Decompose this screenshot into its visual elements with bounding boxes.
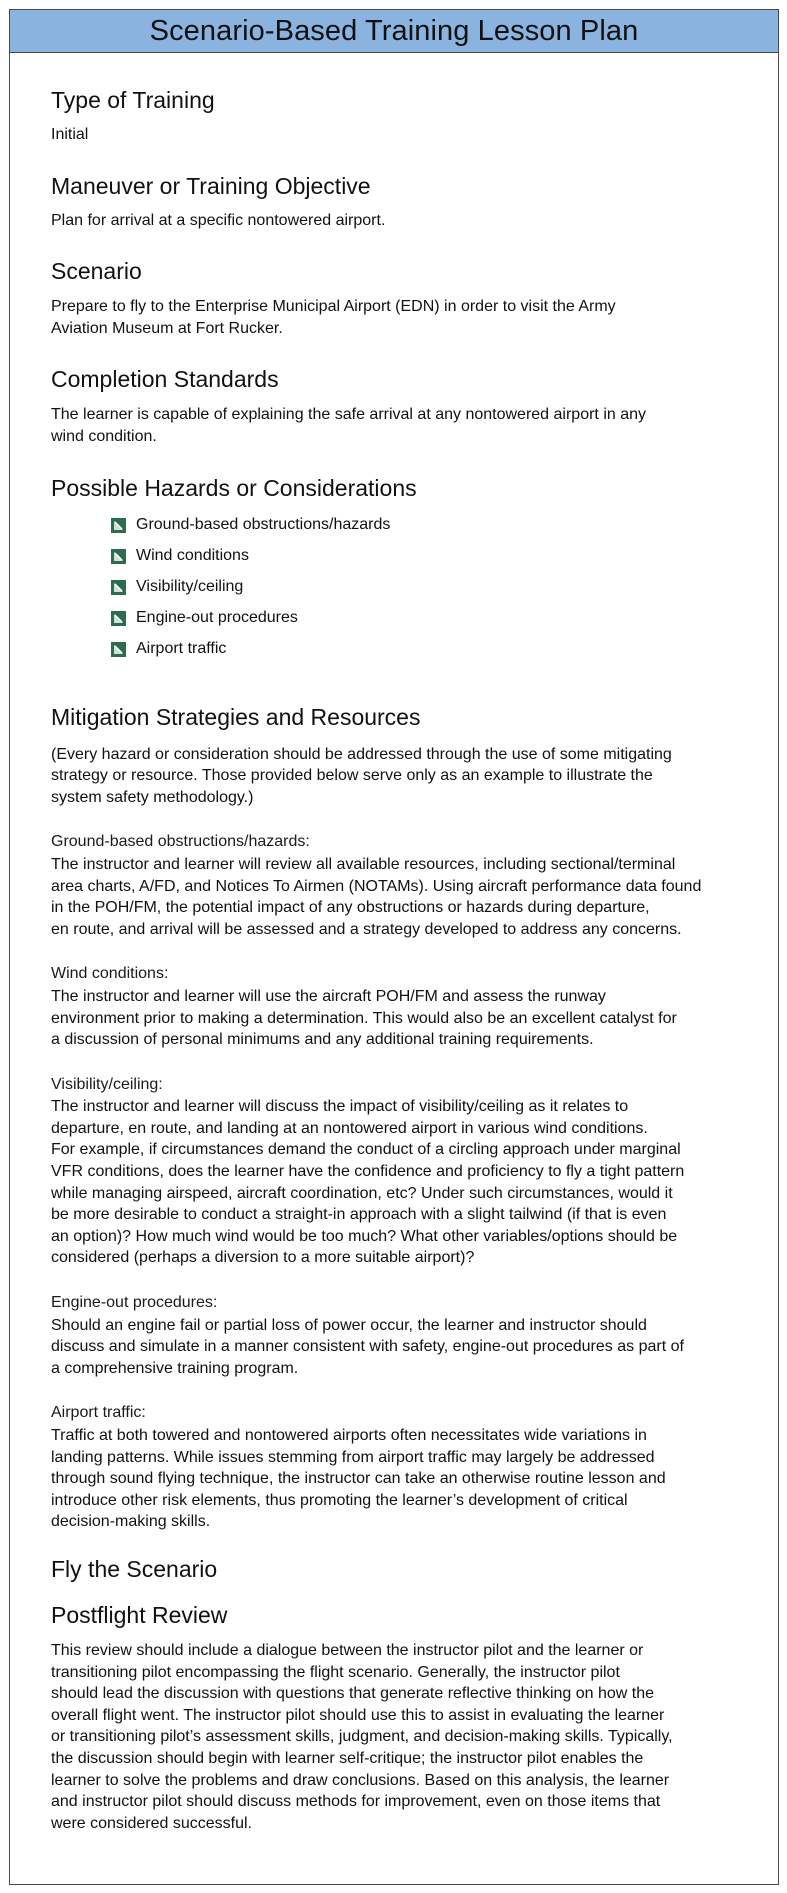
text-line: en route, and arrival will be assessed and a strategy developed to address any concerns.: [51, 920, 682, 938]
text-line: were considered successful.: [51, 1814, 252, 1832]
text-line: in the POH/FM, the potential impact of any obstructions or hazards during departure,: [51, 899, 650, 917]
hazard-label: Airport traffic: [136, 640, 227, 658]
text-line: be more desirable to conduct a straight-in approach with a slight tailwind (if that is even: [51, 1206, 667, 1224]
fly-scenario-heading: Fly the Scenario: [51, 1555, 218, 1582]
text-line: VFR conditions, does the learner have the confidence and proficiency to fly a tight pattern: [51, 1163, 685, 1181]
text-line: Should an engine fail or partial loss of power occur, the learner and instructor should: [51, 1316, 647, 1334]
text-line: system safety methodology.): [51, 788, 254, 806]
mitigation-block-heading: Ground-based obstructions/hazards:: [51, 833, 310, 851]
text-line: a discussion of personal minimums and any additional training requirements.: [51, 1031, 594, 1049]
scenario-text: [51, 296, 742, 339]
content: [10, 86, 778, 1834]
hazard-item: [111, 510, 742, 541]
fly-scenario-section: [51, 1555, 742, 1583]
text-line: decision-making skills.: [51, 1513, 211, 1531]
type-of-training-text: Initial: [51, 126, 89, 143]
text-line: Traffic at both towered and nontowered airports often necessitates wide variations in: [51, 1427, 647, 1444]
arrow-square-icon: [111, 549, 126, 564]
page-title: Scenario-Based Training Lesson Plan: [149, 14, 639, 47]
mitigation-block-text: [51, 1096, 742, 1269]
text-line: or transitioning pilot’s assessment skills, judgment, and decision-making skills. Typically,: [51, 1728, 673, 1746]
text-line: an option)? How much wind would be too much? What other variables/options should be: [51, 1227, 678, 1245]
mitigation-block-text: [51, 854, 742, 940]
scenario-section: [51, 257, 742, 339]
mitigation-block-engine-out: [51, 1292, 742, 1379]
arrow-square-icon: [111, 642, 126, 657]
text-line: This review should include a dialogue between the instructor pilot and the learner or: [51, 1641, 644, 1659]
text-line: For example, if circumstances demand the conduct of a circling approach under marginal: [51, 1141, 681, 1159]
type-of-training-section: [51, 86, 742, 146]
text-line: departure, en route, and landing at an nontowered airport in various wind conditions.: [51, 1119, 648, 1137]
mitigation-intro: [51, 744, 742, 809]
text-line: wind condition.: [51, 427, 157, 445]
text-line: The instructor and learner will review all available resources, including sectional/terminal: [51, 855, 676, 873]
text-line: discuss and simulate in a manner consistent with safety, engine-out procedures as part of: [51, 1338, 684, 1356]
postflight-review-section: [51, 1601, 742, 1834]
text-line: Aviation Museum at Fort Rucker.: [51, 319, 283, 337]
hazard-label: Visibility/ceiling: [136, 578, 244, 596]
mitigation-block-heading: Wind conditions:: [51, 965, 169, 983]
arrow-square-icon: [111, 518, 126, 533]
text-line: area charts, A/FD, and Notices To Airmen (NOTAMs). Using aircraft performance data found: [51, 877, 702, 895]
objective-heading: Maneuver or Training Objective: [51, 172, 371, 199]
mitigation-block-visibility-ceiling: [51, 1074, 742, 1269]
text-line: considered (perhaps a diversion to a more suitable airport)?: [51, 1249, 475, 1267]
text-line: transitioning pilot encompassing the flight scenario. Generally, the instructor pilot: [51, 1663, 620, 1681]
arrow-square-icon: [111, 611, 126, 626]
objective-section: [51, 172, 742, 232]
scenario-heading: Scenario: [51, 258, 142, 285]
text-line: The instructor and learner will discuss the impact of visibility/ceiling as it relates to: [51, 1098, 629, 1116]
text-line: should lead the discussion with questions that generate reflective thinking on how the: [51, 1685, 655, 1703]
arrow-square-icon: [111, 580, 126, 595]
hazard-item: [111, 603, 742, 634]
mitigation-block-heading: Visibility/ceiling:: [51, 1075, 163, 1093]
text-line: introduce other risk elements, thus promoting the learner’s development of critical: [51, 1491, 628, 1509]
mitigation-block-text: [51, 1315, 742, 1380]
hazard-item: [111, 572, 742, 603]
hazards-heading: Possible Hazards or Considerations: [51, 474, 417, 501]
objective-text: Plan for arrival at a specific nontowered airport.: [51, 211, 386, 229]
mitigation-block-heading: Airport traffic:: [51, 1404, 146, 1422]
text-line: environment prior to making a determination. This would also be an excellent catalyst for: [51, 1009, 677, 1027]
type-of-training-heading: Type of Training: [51, 87, 215, 113]
title-bar: [10, 10, 778, 53]
text-line: through sound flying technique, the instructor can take an otherwise routine lesson and: [51, 1470, 666, 1488]
text-line: The instructor and learner will use the aircraft POH/FM and assess the runway: [51, 987, 606, 1005]
completion-standards-heading: Completion Standards: [51, 366, 279, 393]
mitigation-block-airport-traffic: [51, 1402, 742, 1533]
mitigation-block-heading: Engine-out procedures:: [51, 1294, 218, 1312]
postflight-review-heading: Postflight Review: [51, 1601, 228, 1628]
hazard-item: [111, 541, 742, 572]
completion-standards-text: [51, 404, 742, 447]
mitigation-block-ground-obstructions: [51, 831, 742, 940]
hazard-list: [51, 510, 742, 665]
text-line: (Every hazard or consideration should be addressed through the use of some mitigating: [51, 745, 672, 763]
text-line: a comprehensive training program.: [51, 1359, 299, 1377]
hazard-label: Wind conditions: [136, 547, 249, 565]
text-line: while managing airspeed, aircraft coordination, etc? Under such circumstances, would it: [51, 1184, 673, 1202]
mitigation-block-wind-conditions: [51, 963, 742, 1050]
text-line: Prepare to fly to the Enterprise Municipal Airport (EDN) in order to visit the Army: [51, 298, 616, 316]
text-line: learner to solve the problems and draw conclusions. Based on this analysis, the learner: [51, 1771, 670, 1789]
text-line: the discussion should begin with learner self-critique; the instructor pilot enables the: [51, 1749, 644, 1767]
hazard-item: [111, 634, 742, 665]
mitigation-block-text: [51, 986, 742, 1051]
text-line: The learner is capable of explaining the safe arrival at any nontowered airport in any: [51, 406, 647, 424]
postflight-review-text: [51, 1640, 742, 1834]
text-line: overall flight went. The instructor pilot should use this to assist in evaluating the learner: [51, 1706, 665, 1724]
hazard-label: Engine-out procedures: [136, 609, 298, 627]
lesson-plan-frame: [9, 9, 779, 1885]
hazard-label: Ground-based obstructions/hazards: [136, 516, 391, 534]
completion-standards-section: [51, 365, 742, 447]
mitigation-section: [51, 703, 742, 1533]
mitigation-heading: Mitigation Strategies and Resources: [51, 703, 421, 730]
mitigation-block-text: [51, 1425, 742, 1533]
text-line: and instructor pilot should discuss methods for improvement, even on those items that: [51, 1793, 661, 1811]
hazards-section: [51, 474, 742, 665]
text-line: landing patterns. While issues stemming from airport traffic may largely be addressed: [51, 1448, 655, 1466]
text-line: strategy or resource. Those provided below serve only as an example to illustrate the: [51, 767, 653, 785]
